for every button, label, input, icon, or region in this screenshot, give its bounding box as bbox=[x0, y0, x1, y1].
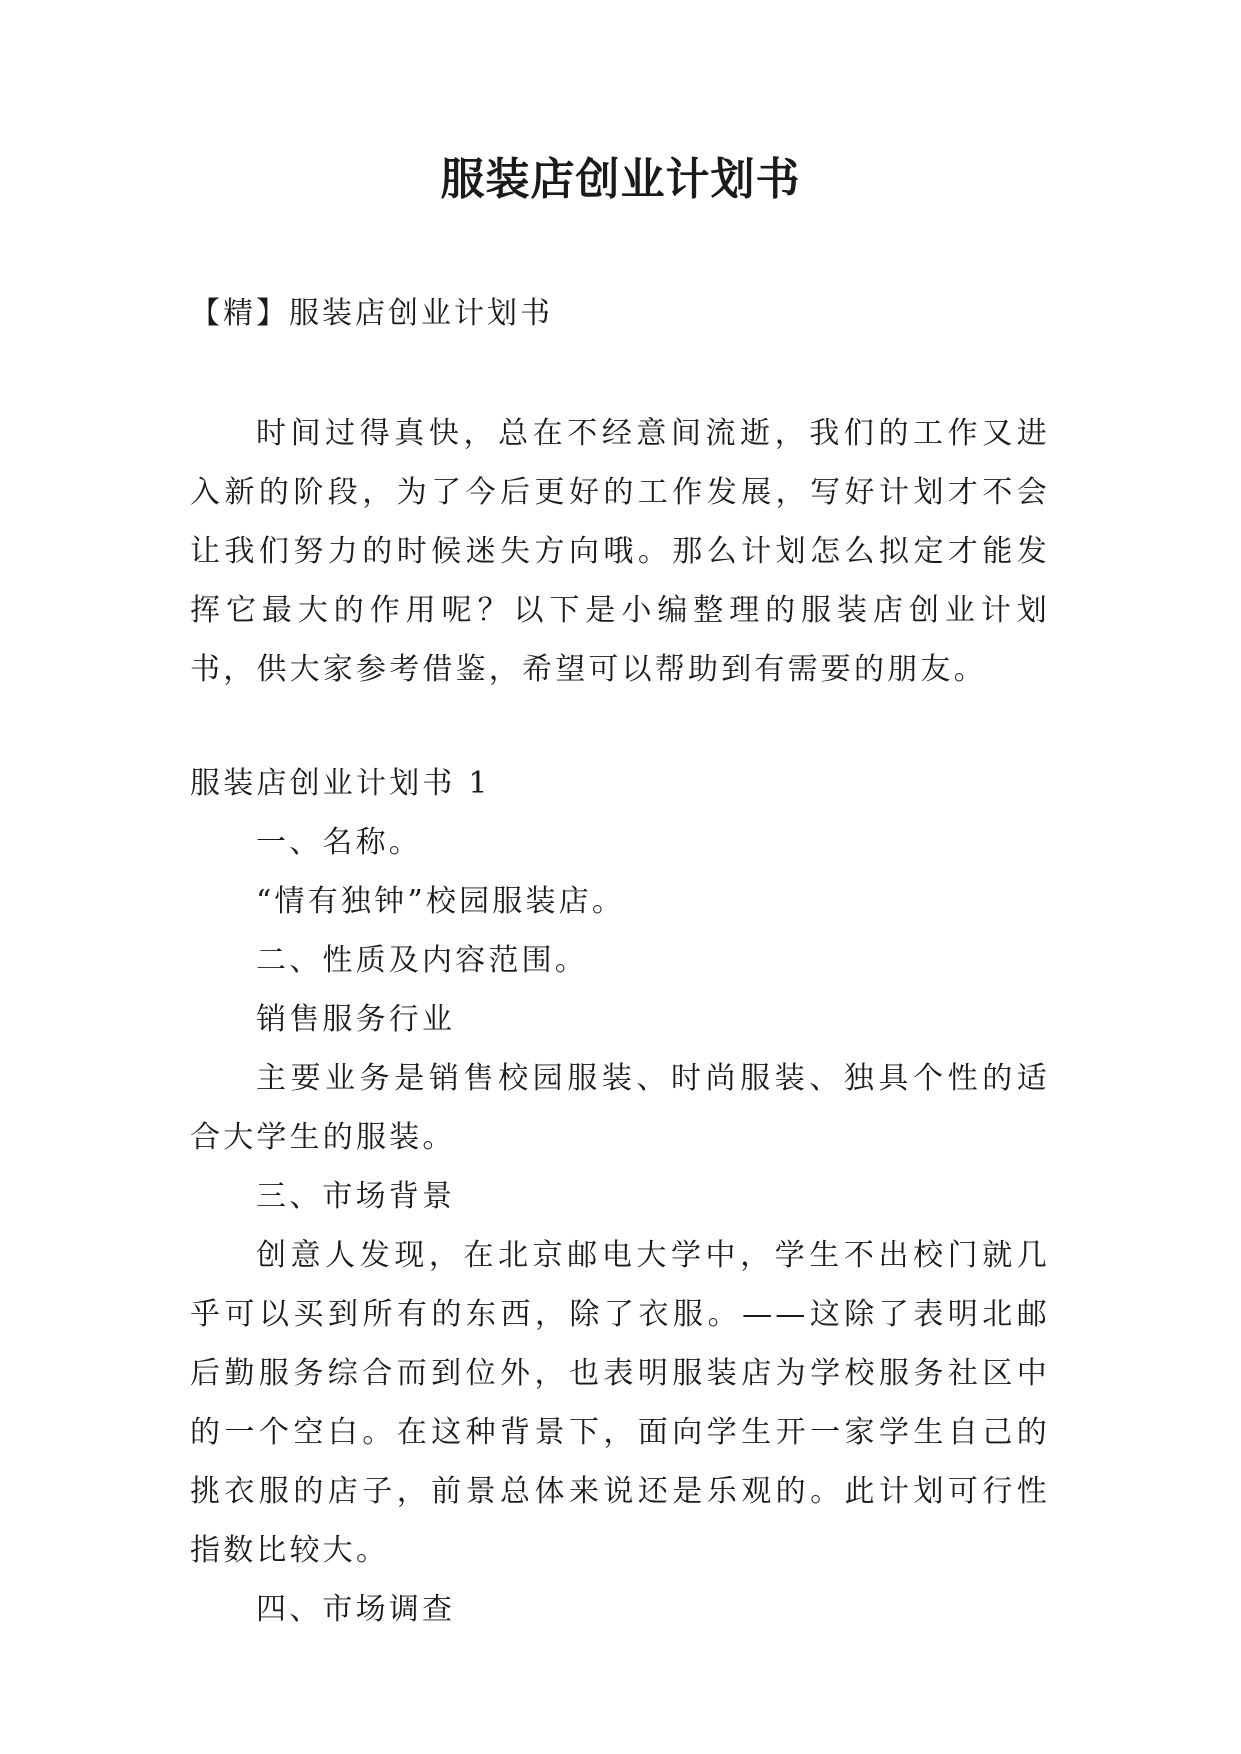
paragraph-name-heading: 一、名称。 bbox=[256, 825, 422, 860]
intro-paragraph: 时间过得真快，总在不经意间流逝，我们的工作又进入新的阶段，为了今后更好的工作发展，写好计划才不会让我们努力的时候迷失方向哦。那么计划怎么拟定才能发挥它最大的作用呢？以下是小编整理的服装店创业计划书，供大家参考借鉴，希望可以帮助到有需要的朋友。 bbox=[190, 416, 1050, 687]
paragraph-market-background: 创意人发现，在北京邮电大学中，学生不出校门就几乎可以买到所有的东西，除了衣服。——这除了表明北邮后勤服务综合而到位外，也表明服装店为学校服务社区中的一个空白。在这种背景下，面向学生开一家学生自己的挑衣服的店子，前景总体来说还是乐观的。此计划可行性指数比较大。 bbox=[190, 1238, 1050, 1568]
plan-section-1 bbox=[190, 754, 1050, 1639]
paragraph-store-name: “情有独钟”校园服装店。 bbox=[256, 884, 626, 919]
paragraph-market-background-heading: 三、市场背景 bbox=[256, 1179, 456, 1214]
paragraph-industry: 销售服务行业 bbox=[256, 1002, 456, 1037]
paragraph-market-research-heading: 四、市场调查 bbox=[256, 1592, 456, 1627]
paragraph-nature-heading: 二、性质及内容范围。 bbox=[256, 943, 588, 978]
document-title: 服装店创业计划书 bbox=[440, 154, 801, 205]
document-subtitle: 【精】服装店创业计划书 bbox=[190, 296, 553, 331]
section-heading: 服装店创业计划书 1 bbox=[190, 766, 491, 801]
paragraph-business-scope: 主要业务是销售校园服装、时尚服装、独具个性的适合大学生的服装。 bbox=[190, 1061, 1050, 1155]
